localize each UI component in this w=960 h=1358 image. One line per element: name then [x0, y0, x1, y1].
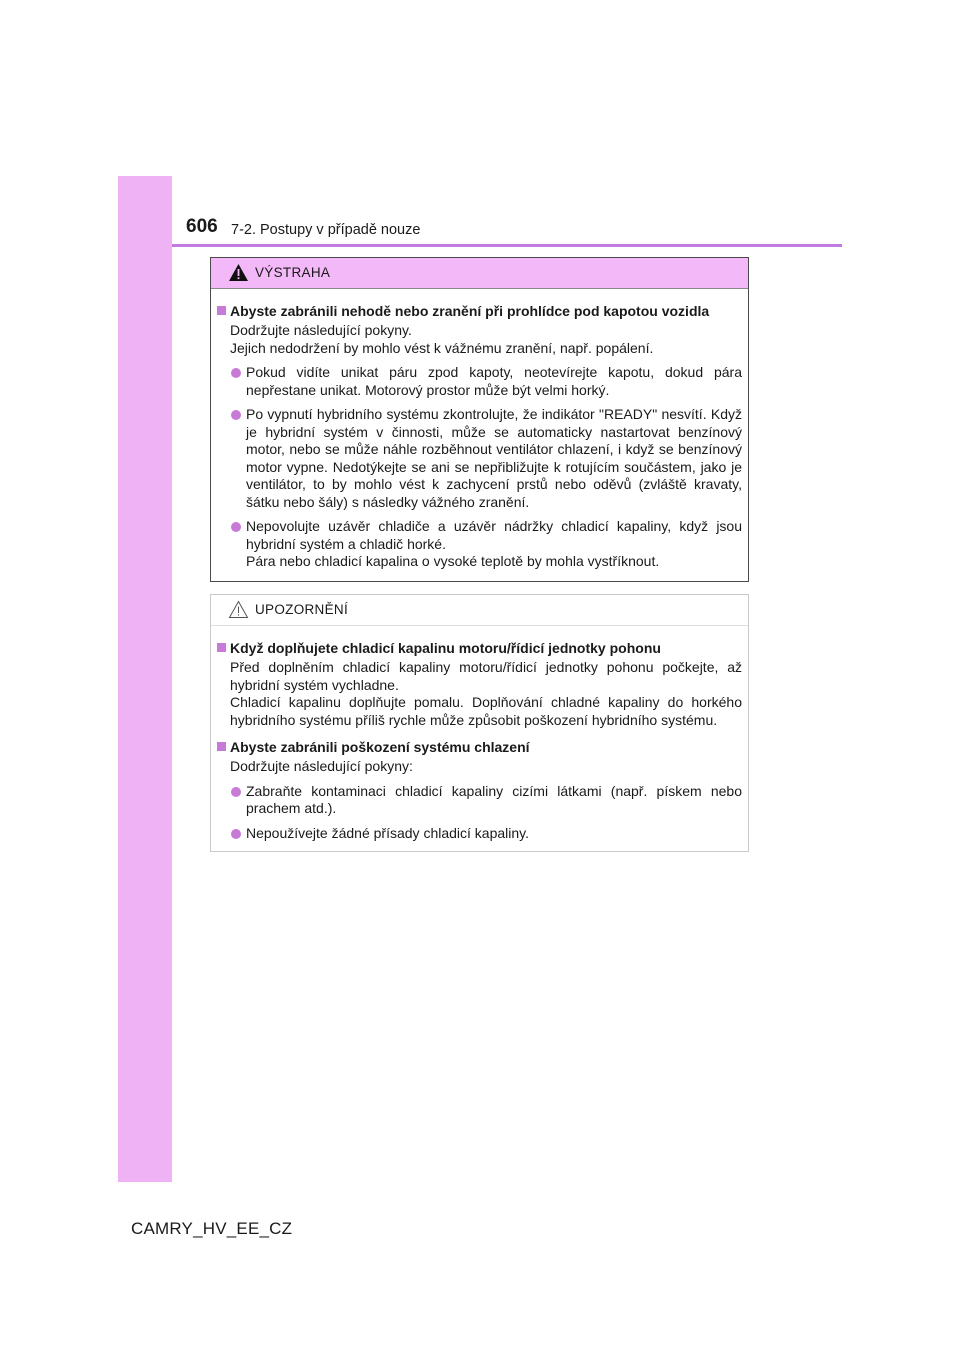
caution-label: UPOZORNĚNÍ — [255, 602, 349, 617]
list-item: Nepoužívejte žádné přísady chladicí kapaliny. — [217, 825, 742, 843]
caution-heading-coolant: Když doplňujete chladicí kapalinu motoru/řídicí jednotky pohonu — [217, 639, 742, 657]
square-bullet-icon — [217, 742, 226, 751]
warning-intro-2: Jejich nedodržení by mohlo vést k vážnému zranění, např. popálení. — [230, 339, 654, 356]
page-number: 606 — [186, 216, 218, 237]
header-rule — [172, 244, 842, 247]
caution-para-2: Chladicí kapalinu doplňujte pomalu. Doplňování chladné kapaliny do horkého hybridního systému příliš rychle může způsobit poškození hybridního systému. — [230, 694, 742, 728]
bullet-dot-icon — [231, 368, 241, 378]
section-title: 7-2. Postupy v případě nouze — [231, 222, 421, 238]
warning-box — [210, 257, 749, 582]
list-item: Nepovolujte uzávěr chladiče a uzávěr nádržky chladicí kapaliny, když jsou hybridní systém a chladič horké. Pára nebo chladicí kapalina o vysoké teplotě by mohla vystříknout. — [217, 518, 742, 571]
square-bullet-icon — [217, 306, 226, 315]
warning-intro-1: Dodržujte následující pokyny. — [230, 322, 412, 338]
caution-para-1: Před doplněním chladicí kapaliny motoru/řídicí jednotky pohonu počkejte, až hybridní systém vychladne. — [230, 659, 742, 693]
caution-intro: Dodržujte následující pokyny: — [230, 758, 413, 774]
caution-triangle-icon — [228, 600, 249, 619]
list-item: Pokud vidíte unikat páru zpod kapoty, neotevírejte kapotu, dokud pára nepřestane unikat. Motorový prostor může být velmi horký. — [217, 364, 742, 399]
warning-triangle-icon — [228, 263, 249, 282]
caution-box — [210, 594, 749, 852]
caution-header — [211, 595, 748, 626]
bullet-dot-icon — [231, 787, 241, 797]
side-tab-band — [118, 176, 172, 1182]
list-item: Po vypnutí hybridního systému zkontrolujte, že indikátor "READY" nesvítí. Když je hybridní systém v činnosti, může se automaticky nastartovat benzínový motor, nebo se může náhle rozběhnout ventilátor chlazení, i když se benzínový motor vypne. Nedotýkejte se ani se nepřibližujte k rotujícím součástem, jako je ventilátor, to by mohlo vést k zachycení prstů nebo oděvů (zvláště kravaty, šátku nebo šály) s následky vážného zranění. — [217, 406, 742, 511]
list-item: Zabraňte kontaminaci chladicí kapaliny cizími látkami (např. pískem nebo prachem atd.). — [217, 783, 742, 818]
warning-header — [211, 258, 748, 289]
warning-label: VÝSTRAHA — [255, 265, 331, 280]
caution-body — [211, 626, 748, 842]
footer-code: CAMRY_HV_EE_CZ — [131, 1219, 293, 1238]
bullet-dot-icon — [231, 829, 241, 839]
warning-heading: Abyste zabránili nehodě nebo zranění při prohlídce pod kapotou vozidla — [217, 302, 742, 320]
warning-body — [211, 289, 748, 571]
caution-heading-cooling-system: Abyste zabránili poškození systému chlazení — [217, 738, 742, 756]
square-bullet-icon — [217, 643, 226, 652]
bullet-dot-icon — [231, 410, 241, 420]
bullet-dot-icon — [231, 522, 241, 532]
